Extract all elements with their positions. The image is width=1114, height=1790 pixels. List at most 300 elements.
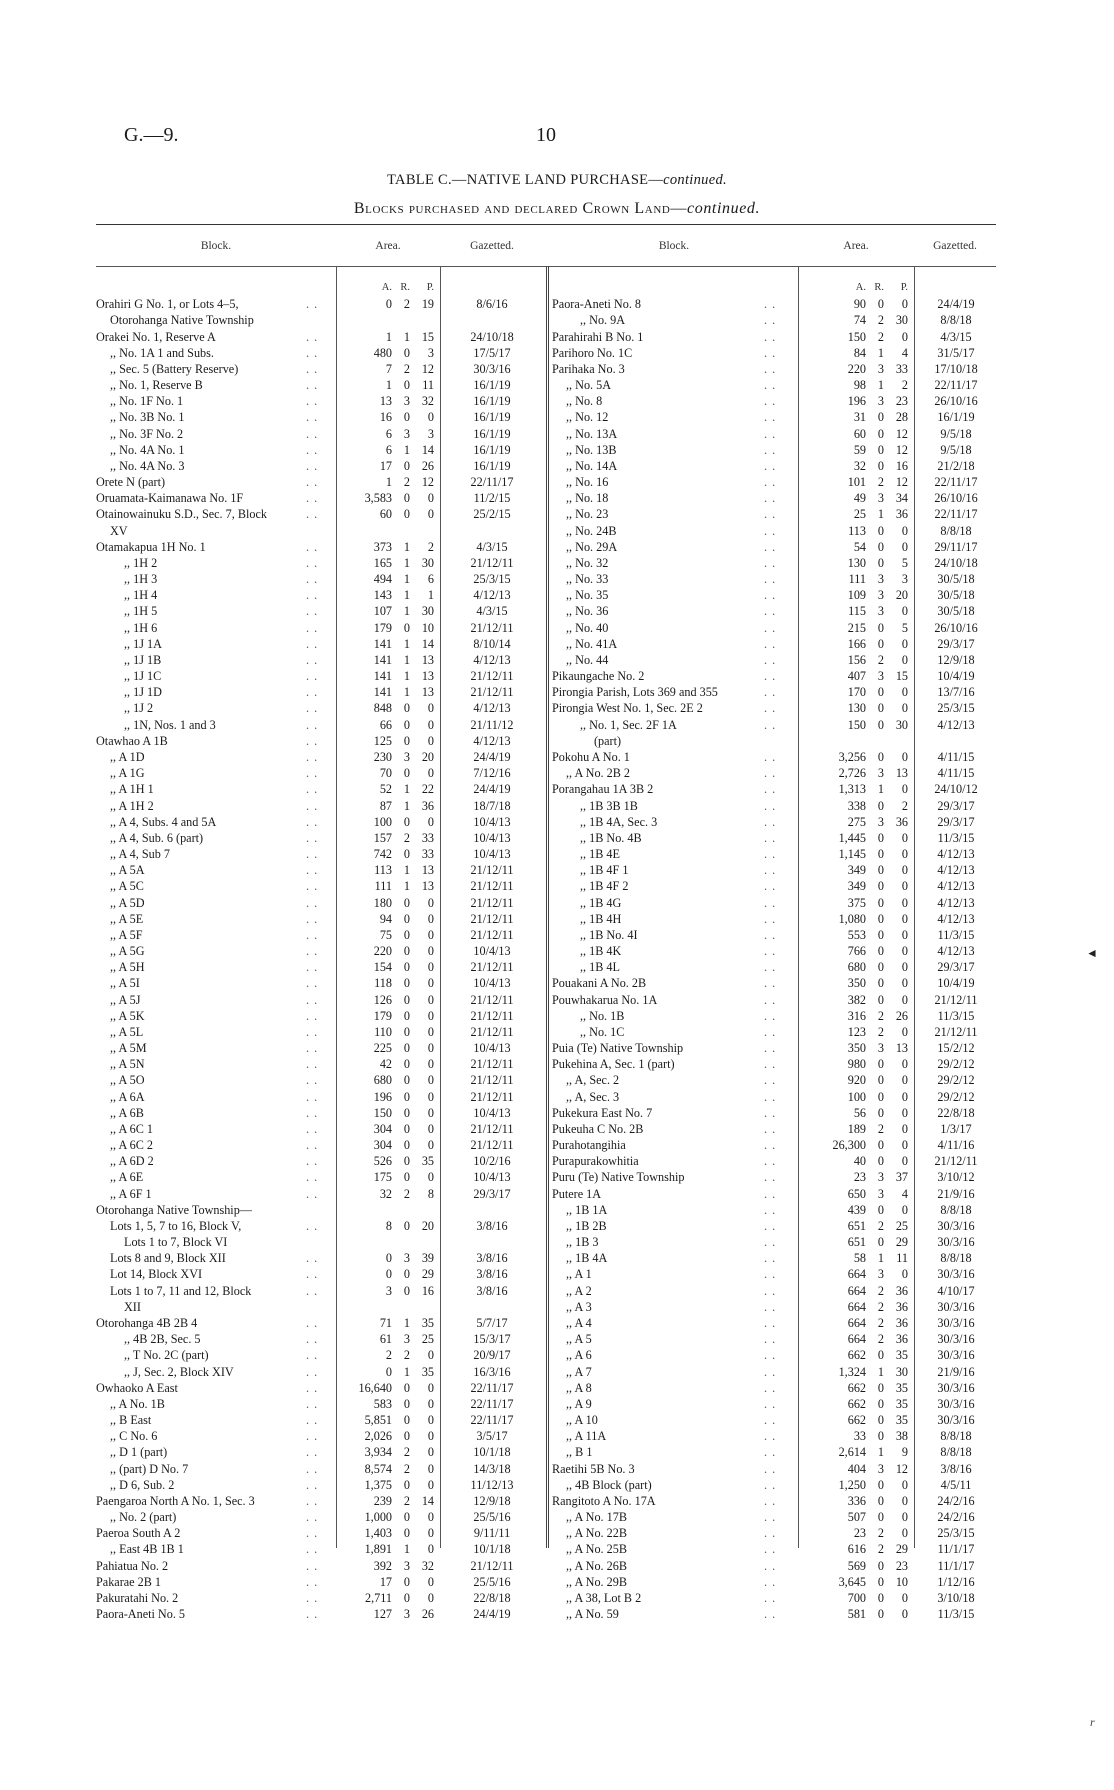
- table-row: [96, 312, 546, 328]
- gazetted-date: 1/12/16: [937, 1574, 975, 1589]
- area-roods: 1: [403, 636, 410, 651]
- area-acres: 8: [385, 1218, 392, 1233]
- block-name: (part): [594, 733, 622, 748]
- area-roods: 0: [877, 1607, 884, 1622]
- gazetted-date: 30/5/18: [937, 572, 975, 587]
- table-row: [550, 1331, 996, 1347]
- dot-leader: . .: [764, 830, 777, 845]
- area-acres: 2,726: [838, 766, 866, 781]
- gazetted-date: 22/8/18: [473, 1590, 511, 1605]
- gazetted-date: 25/5/16: [473, 1574, 511, 1589]
- table-row: [550, 1218, 996, 1234]
- gazetted-date: 24/10/18: [470, 329, 514, 344]
- table-row: [96, 345, 546, 361]
- area-roods: 1: [403, 1364, 410, 1379]
- block-name: ,, A 5F: [110, 927, 143, 942]
- area-acres: 230: [373, 749, 392, 764]
- area-perches: 0: [427, 1542, 434, 1557]
- dot-leader: . .: [764, 927, 777, 942]
- dot-leader: . .: [306, 911, 319, 926]
- area-roods: 0: [403, 507, 410, 522]
- block-name: Purapurakowhitia: [552, 1154, 639, 1169]
- area-acres: 125: [373, 733, 392, 748]
- table-row: [96, 1558, 546, 1574]
- area-perches: 35: [895, 1413, 908, 1428]
- table-row: [550, 765, 996, 781]
- area-perches: 29: [895, 1235, 908, 1250]
- dot-leader: . .: [764, 1348, 777, 1363]
- table-row: [550, 1461, 996, 1477]
- area-perches: 0: [901, 927, 908, 942]
- area-acres: 23: [853, 1170, 866, 1185]
- area-roods: 0: [403, 1154, 410, 1169]
- dot-leader: . .: [306, 782, 319, 797]
- table-row: [550, 652, 996, 668]
- gazetted-date: 21/2/18: [937, 458, 975, 473]
- block-name: ,, A 5E: [110, 911, 144, 926]
- area-roods: 0: [877, 1235, 884, 1250]
- block-name: ,, A No. 17B: [566, 1510, 627, 1525]
- area-roods: 0: [403, 960, 410, 975]
- table-row: [550, 1380, 996, 1396]
- block-name: ,, No. 2 (part): [110, 1510, 177, 1525]
- area-roods: 1: [403, 879, 410, 894]
- area-roods: 1: [403, 798, 410, 813]
- area-perches: 0: [427, 1348, 434, 1363]
- block-name: ,, No. 23: [566, 507, 609, 522]
- area-roods: 0: [403, 1574, 410, 1589]
- dot-leader: . .: [306, 394, 319, 409]
- table-row: [550, 749, 996, 765]
- block-name: ,, A No. 2B 2: [566, 766, 630, 781]
- area-roods: 1: [877, 378, 884, 393]
- block-name: ,, A 5D: [110, 895, 145, 910]
- dot-leader: . .: [764, 717, 777, 732]
- table-row: [96, 911, 546, 927]
- dot-leader: . .: [306, 976, 319, 991]
- table-row: [96, 798, 546, 814]
- gazetted-date: 21/12/11: [934, 1154, 978, 1169]
- table-title-main: TABLE C.—NATIVE LAND PURCHASE—: [387, 172, 664, 188]
- area-roods: 0: [877, 1089, 884, 1104]
- block-name: ,, No. 1C: [580, 1024, 625, 1039]
- area-perches: 0: [901, 539, 908, 554]
- area-acres: 569: [847, 1558, 866, 1573]
- block-name: ,, 1J 1B: [124, 652, 162, 667]
- dot-leader: . .: [764, 1413, 777, 1428]
- area-perches: 26: [421, 458, 434, 473]
- area-acres: 32: [379, 1186, 392, 1201]
- area-acres: 115: [848, 604, 866, 619]
- table-row: [96, 377, 546, 393]
- area-acres: 16: [379, 410, 392, 425]
- area-perches: 0: [901, 1138, 908, 1153]
- document-code: G.—9.: [124, 124, 179, 146]
- area-roods: 0: [877, 960, 884, 975]
- area-roods: 3: [403, 1251, 410, 1266]
- area-roods: 0: [877, 895, 884, 910]
- table-row: [550, 409, 996, 425]
- gazetted-date: 30/5/18: [937, 604, 975, 619]
- area-acres: 165: [373, 555, 392, 570]
- area-perches: 36: [895, 1283, 908, 1298]
- area-perches: 0: [901, 1202, 908, 1217]
- area-acres: 2,614: [838, 1445, 866, 1460]
- area-roods: 1: [403, 652, 410, 667]
- area-acres: 651: [847, 1235, 866, 1250]
- dot-leader: . .: [764, 1105, 777, 1120]
- gazetted-date: 24/4/19: [473, 1607, 511, 1622]
- area-acres: 189: [847, 1121, 866, 1136]
- block-name: ,, 1B 2B: [566, 1218, 607, 1233]
- block-name: Pokohu A No. 1: [552, 749, 630, 764]
- area-perches: 0: [901, 1493, 908, 1508]
- area-roods: 0: [403, 766, 410, 781]
- gazetted-date: 14/3/18: [473, 1461, 511, 1476]
- table-row: [550, 377, 996, 393]
- area-roods: 0: [403, 976, 410, 991]
- area-perches: 4: [901, 345, 908, 360]
- table-row: [96, 668, 546, 684]
- area-acres: 662: [847, 1348, 866, 1363]
- area-perches: 38: [895, 1429, 908, 1444]
- table-row: [550, 490, 996, 506]
- area-acres: 0: [385, 1364, 392, 1379]
- gazetted-date: 20/9/17: [473, 1348, 511, 1363]
- area-acres: 742: [373, 847, 392, 862]
- table-row: [96, 878, 546, 894]
- area-acres: 3,934: [364, 1445, 392, 1460]
- area-perches: 0: [901, 1477, 908, 1492]
- dot-leader: . .: [764, 1089, 777, 1104]
- area-roods: 2: [877, 1121, 884, 1136]
- block-name: Puia (Te) Native Township: [552, 1041, 684, 1056]
- block-name: Puru (Te) Native Township: [552, 1170, 685, 1185]
- table-row: [550, 506, 996, 522]
- area-perches: 33: [421, 847, 434, 862]
- area-acres: 107: [373, 604, 392, 619]
- gazetted-date: 16/1/19: [473, 394, 511, 409]
- dot-leader: . .: [306, 604, 319, 619]
- unit-acres: A.: [855, 282, 866, 293]
- block-name: ,, 1H 3: [124, 572, 158, 587]
- area-roods: 0: [877, 1477, 884, 1492]
- area-roods: 3: [403, 1558, 410, 1573]
- table-row: [96, 555, 546, 571]
- table-subtitle-italic: continued.: [687, 200, 761, 217]
- area-perches: 19: [421, 297, 434, 312]
- block-name: ,, A 5N: [110, 1057, 145, 1072]
- area-roods: 0: [877, 1590, 884, 1605]
- area-perches: 0: [901, 701, 908, 716]
- unit-roods: R.: [400, 282, 410, 293]
- dot-leader: . .: [306, 361, 319, 376]
- area-acres: 2,026: [364, 1429, 392, 1444]
- table-row: [96, 458, 546, 474]
- dot-leader: . .: [764, 1445, 777, 1460]
- gazetted-date: 30/3/16: [937, 1396, 975, 1411]
- gazetted-date: 11/1/17: [937, 1558, 975, 1573]
- block-name: ,, A 5A: [110, 863, 145, 878]
- area-acres: 404: [847, 1461, 866, 1476]
- dot-leader: . .: [306, 895, 319, 910]
- area-roods: 2: [877, 329, 884, 344]
- dot-leader: . .: [306, 830, 319, 845]
- gazetted-date: 10/4/13: [473, 830, 511, 845]
- dot-leader: . .: [306, 1461, 319, 1476]
- area-perches: 0: [901, 992, 908, 1007]
- area-perches: 0: [901, 1154, 908, 1169]
- margin-arrow-icon: ◄: [1086, 946, 1098, 960]
- gazetted-date: 3/10/18: [937, 1590, 975, 1605]
- gazetted-date: 3/8/16: [476, 1251, 508, 1266]
- area-roods: 2: [877, 1526, 884, 1541]
- area-roods: 0: [877, 297, 884, 312]
- area-roods: 3: [877, 1170, 884, 1185]
- area-perches: 0: [427, 1510, 434, 1525]
- area-acres: 1: [385, 329, 392, 344]
- dot-leader: . .: [764, 1041, 777, 1056]
- block-name: Parihaka No. 3: [552, 361, 625, 376]
- block-name: Paora-Aneti No. 8: [552, 297, 642, 312]
- area-roods: 3: [877, 1461, 884, 1476]
- block-name: ,, A No. 26B: [566, 1558, 627, 1573]
- area-perches: 0: [901, 1024, 908, 1039]
- area-acres: 1,445: [838, 830, 866, 845]
- table-row: [550, 1444, 996, 1460]
- block-name: Otamakapua 1H No. 1: [96, 539, 206, 554]
- block-name: ,, A 4, Sub. 6 (part): [110, 830, 204, 845]
- area-roods: 1: [403, 539, 410, 554]
- gazetted-date: 21/12/11: [470, 555, 514, 570]
- area-acres: 651: [847, 1218, 866, 1233]
- table-row: [550, 878, 996, 894]
- block-name: ,, A 5O: [110, 1073, 145, 1088]
- area-perches: 2: [901, 378, 908, 393]
- area-acres: 154: [373, 960, 392, 975]
- block-name: ,, A, Sec. 2: [566, 1073, 620, 1088]
- area-roods: 1: [403, 555, 410, 570]
- block-name: ,, 1B 4L: [580, 960, 620, 975]
- area-perches: 11: [422, 378, 434, 393]
- area-acres: 680: [847, 960, 866, 975]
- block-name: ,, No. 35: [566, 588, 609, 603]
- table-row: [550, 296, 996, 312]
- area-acres: 70: [379, 766, 392, 781]
- area-perches: 0: [901, 1607, 908, 1622]
- dot-leader: . .: [306, 1510, 319, 1525]
- dot-leader: . .: [306, 685, 319, 700]
- area-perches: 0: [427, 507, 434, 522]
- right-gazetted-header: Gazetted.: [933, 240, 977, 252]
- dot-leader: . .: [764, 992, 777, 1007]
- area-acres: 52: [379, 782, 392, 797]
- gazetted-date: 30/3/16: [473, 361, 511, 376]
- area-perches: 35: [421, 1364, 434, 1379]
- dot-leader: . .: [306, 669, 319, 684]
- gazetted-date: 16/1/19: [473, 458, 511, 473]
- header-top-rule: [96, 224, 996, 225]
- area-acres: 141: [373, 669, 392, 684]
- area-roods: 0: [877, 1073, 884, 1088]
- table-row: [96, 992, 546, 1008]
- table-row: [550, 1266, 996, 1282]
- block-name: Otainowainuku S.D., Sec. 7, Block: [96, 507, 267, 522]
- gazetted-date: 8/8/18: [940, 313, 972, 328]
- block-name: Orete N (part): [96, 475, 166, 490]
- area-roods: 0: [877, 539, 884, 554]
- area-acres: 1,250: [838, 1477, 866, 1492]
- table-row: [96, 781, 546, 797]
- area-acres: 60: [853, 426, 866, 441]
- block-name: ,, 4B 2B, Sec. 5: [124, 1332, 201, 1347]
- table-row: [96, 862, 546, 878]
- area-acres: 113: [374, 863, 392, 878]
- block-name: Raetihi 5B No. 3: [552, 1461, 635, 1476]
- table-row: [96, 1364, 546, 1380]
- area-acres: 0: [385, 1267, 392, 1282]
- block-name: ,, No. 44: [566, 652, 609, 667]
- area-roods: 1: [403, 1316, 410, 1330]
- gazetted-date: 21/9/16: [937, 1186, 975, 1201]
- dot-leader: . .: [764, 1154, 777, 1169]
- area-roods: 3: [877, 1041, 884, 1056]
- block-name: ,, No. 1, Reserve B: [110, 378, 203, 393]
- area-roods: 1: [877, 1364, 884, 1379]
- area-perches: 29: [421, 1267, 434, 1282]
- gazetted-date: 4/12/13: [937, 944, 975, 959]
- area-roods: 0: [403, 1510, 410, 1525]
- table-row: [96, 1266, 546, 1282]
- table-row: [96, 1283, 546, 1299]
- area-perches: 0: [901, 652, 908, 667]
- area-acres: 316: [847, 1008, 866, 1023]
- table-row: [550, 1558, 996, 1574]
- area-acres: 42: [379, 1057, 392, 1072]
- gazetted-date: 9/5/18: [940, 442, 972, 457]
- page-number: 10: [536, 124, 556, 146]
- area-perches: 25: [895, 1218, 908, 1233]
- area-acres: 980: [847, 1057, 866, 1072]
- dot-leader: . .: [306, 1380, 319, 1395]
- dot-leader: . .: [306, 749, 319, 764]
- area-roods: 0: [877, 1138, 884, 1153]
- area-roods: 0: [403, 1170, 410, 1185]
- area-roods: 1: [403, 442, 410, 457]
- block-name: ,, A 9: [566, 1396, 592, 1411]
- unit-acres: A.: [381, 282, 392, 293]
- gazetted-date: 21/12/11: [470, 669, 514, 684]
- table-row: [96, 1218, 546, 1234]
- table-row: [96, 1105, 546, 1121]
- area-acres: 650: [847, 1186, 866, 1201]
- block-name: ,, A 1: [566, 1267, 592, 1282]
- table-row: [550, 458, 996, 474]
- dot-leader: . .: [764, 1429, 777, 1444]
- dot-leader: . .: [764, 410, 777, 425]
- gazetted-date: 3/8/16: [476, 1283, 508, 1298]
- block-name: ,, No. 3B No. 1: [110, 410, 185, 425]
- dot-leader: . .: [764, 1057, 777, 1072]
- area-roods: 0: [877, 798, 884, 813]
- area-roods: 2: [403, 475, 410, 490]
- table-row: [550, 539, 996, 555]
- gazetted-date: 1/3/17: [940, 1121, 972, 1136]
- area-acres: 127: [373, 1607, 392, 1622]
- dot-leader: . .: [764, 378, 777, 393]
- dot-leader: . .: [764, 1493, 777, 1508]
- area-roods: 0: [877, 1348, 884, 1363]
- area-roods: 3: [403, 394, 410, 409]
- area-acres: 662: [847, 1380, 866, 1395]
- area-acres: 156: [847, 652, 866, 667]
- block-name: Pirongia West No. 1, Sec. 2E 2: [552, 701, 703, 716]
- block-name: Pouwhakarua No. 1A: [552, 992, 658, 1007]
- block-name: ,, 1H 4: [124, 588, 158, 603]
- table-row: [96, 571, 546, 587]
- table-row: [96, 652, 546, 668]
- area-acres: 581: [847, 1607, 866, 1622]
- gazetted-date: 4/12/13: [473, 733, 511, 748]
- area-roods: 2: [403, 361, 410, 376]
- area-acres: 553: [847, 927, 866, 942]
- area-roods: 2: [403, 1461, 410, 1476]
- table-row: [96, 1331, 546, 1347]
- dot-leader: . .: [764, 458, 777, 473]
- area-perches: 0: [901, 1073, 908, 1088]
- dot-leader: . .: [306, 960, 319, 975]
- gazetted-date: 25/3/15: [473, 572, 511, 587]
- gazetted-date: 8/10/14: [473, 636, 511, 651]
- table-row: [550, 1121, 996, 1137]
- area-acres: 336: [847, 1493, 866, 1508]
- gazetted-date: 21/12/11: [470, 927, 514, 942]
- area-acres: 100: [373, 814, 392, 829]
- dot-leader: . .: [764, 1121, 777, 1136]
- area-acres: 90: [853, 297, 866, 312]
- gazetted-date: 16/1/19: [473, 426, 511, 441]
- block-name: ,, 1B 4F 2: [580, 879, 629, 894]
- area-roods: 2: [877, 1299, 884, 1314]
- area-acres: 54: [853, 539, 866, 554]
- gazetted-date: 30/3/16: [937, 1267, 975, 1282]
- area-roods: 0: [877, 1510, 884, 1525]
- gazetted-date: 21/12/11: [470, 1121, 514, 1136]
- dot-leader: . .: [764, 1283, 777, 1298]
- table-row: [550, 1364, 996, 1380]
- dot-leader: . .: [306, 636, 319, 651]
- area-roods: 0: [403, 1429, 410, 1444]
- gazetted-date: 11/2/15: [473, 491, 511, 506]
- gazetted-date: 30/3/16: [937, 1235, 975, 1250]
- dot-leader: . .: [306, 879, 319, 894]
- block-name: ,, No. 3F No. 2: [110, 426, 184, 441]
- table-row: [550, 312, 996, 328]
- dot-leader: . .: [306, 863, 319, 878]
- table-row: [550, 1477, 996, 1493]
- area-perches: 0: [901, 1105, 908, 1120]
- gazetted-date: 4/12/13: [937, 911, 975, 926]
- area-roods: 2: [403, 830, 410, 845]
- dot-leader: . .: [764, 361, 777, 376]
- gazetted-date: 25/2/15: [473, 507, 511, 522]
- area-perches: 13: [421, 652, 434, 667]
- dot-leader: . .: [764, 1510, 777, 1525]
- area-acres: 2: [385, 1348, 392, 1363]
- gazetted-date: 10/4/13: [473, 1041, 511, 1056]
- area-roods: 0: [877, 555, 884, 570]
- area-perches: 5: [901, 620, 908, 635]
